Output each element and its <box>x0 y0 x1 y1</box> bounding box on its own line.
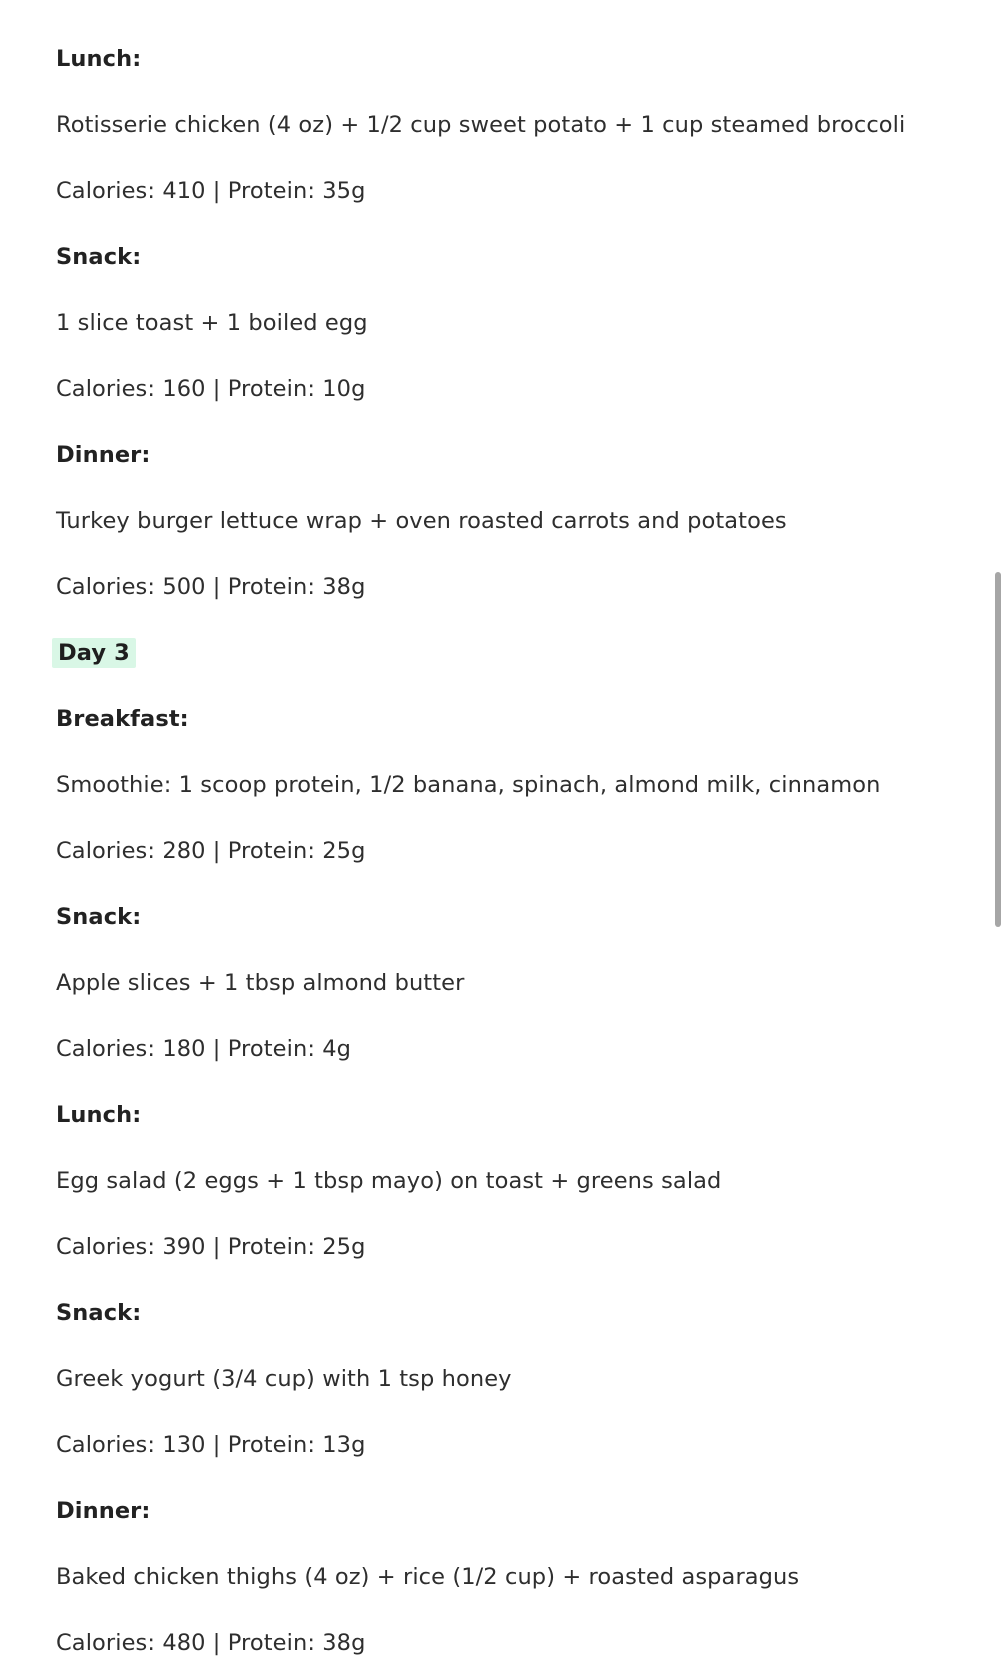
day-heading: Day 3 <box>56 620 956 686</box>
meal-label-lunch: Lunch: <box>56 1102 142 1128</box>
vertical-scrollbar[interactable] <box>991 0 1005 1665</box>
meal-label-dinner: Dinner: <box>56 1498 151 1524</box>
nutrition-info: Calories: 500 | Protein: 38g <box>56 574 366 600</box>
meal-description: Apple slices + 1 tbsp almond butter <box>56 970 465 996</box>
nutrition-info: Calories: 480 | Protein: 38g <box>56 1630 366 1656</box>
meal-description: 1 slice toast + 1 boiled egg <box>56 310 368 336</box>
meal-label-dinner: Dinner: <box>56 442 151 468</box>
nutrition-info: Calories: 280 | Protein: 25g <box>56 838 366 864</box>
meal-description: Baked chicken thighs (4 oz) + rice (1/2 cup) + roasted asparagus <box>56 1564 800 1590</box>
nutrition-info: Calories: 390 | Protein: 25g <box>56 1234 366 1260</box>
meal-label-snack: Snack: <box>56 1300 142 1326</box>
meal-description: Smoothie: 1 scoop protein, 1/2 banana, spinach, almond milk, cinnamon <box>56 772 881 798</box>
meal-label-lunch: Lunch: <box>56 46 142 72</box>
meal-label-snack: Snack: <box>56 244 142 270</box>
meal-description: Rotisserie chicken (4 oz) + 1/2 cup sweet potato + 1 cup steamed broccoli <box>56 112 906 138</box>
scrollbar-thumb[interactable] <box>995 572 1001 927</box>
nutrition-info: Calories: 410 | Protein: 35g <box>56 178 366 204</box>
nutrition-info: Calories: 160 | Protein: 10g <box>56 376 366 402</box>
meal-description: Egg salad (2 eggs + 1 tbsp mayo) on toast + greens salad <box>56 1168 722 1194</box>
meal-label-breakfast: Breakfast: <box>56 706 189 732</box>
nutrition-info: Calories: 180 | Protein: 4g <box>56 1036 352 1062</box>
meal-label-snack: Snack: <box>56 904 142 930</box>
meal-description: Greek yogurt (3/4 cup) with 1 tsp honey <box>56 1366 512 1392</box>
meal-plan-content <box>56 26 956 1676</box>
meal-description: Turkey burger lettuce wrap + oven roasted carrots and potatoes <box>56 508 787 534</box>
nutrition-info: Calories: 130 | Protein: 13g <box>56 1432 366 1458</box>
